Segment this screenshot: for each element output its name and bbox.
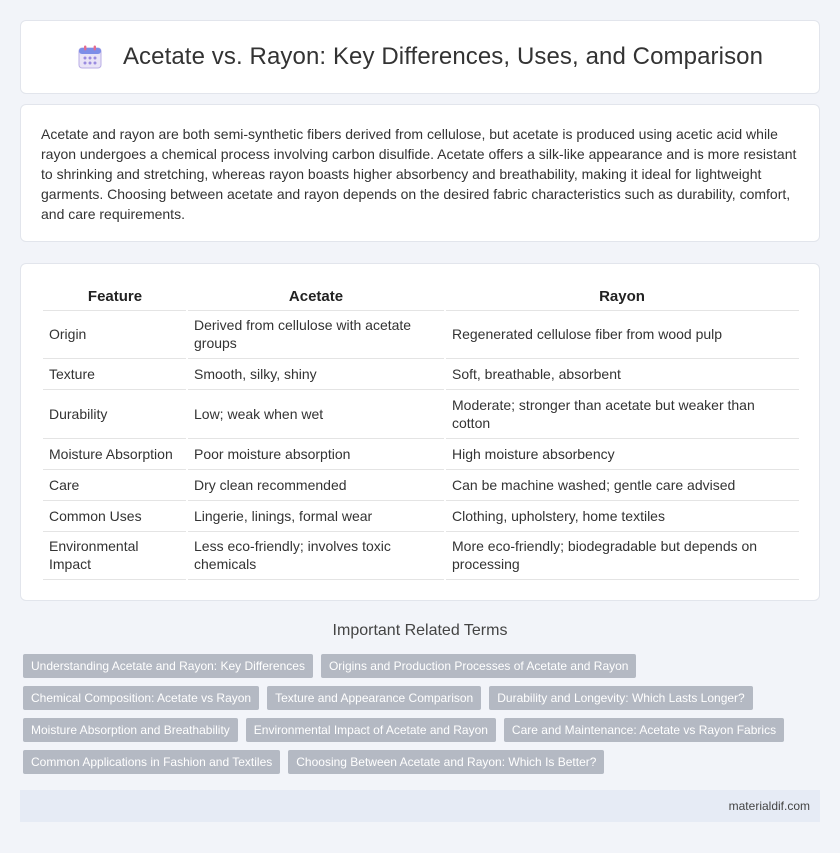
comparison-table: [43, 284, 799, 580]
acetate-cell: Poor moisture absorption: [187, 438, 445, 469]
table-row: [43, 469, 799, 500]
related-term-link[interactable]: Texture and Appearance Comparison: [267, 686, 481, 710]
rayon-cell: Moderate; stronger than acetate but weaker than cotton: [445, 389, 799, 438]
feature-cell: Texture: [43, 358, 187, 389]
table-row: [43, 531, 799, 579]
header-rayon: Rayon: [445, 284, 799, 310]
related-term-link[interactable]: Care and Maintenance: Acetate vs Rayon Fabrics: [504, 718, 784, 742]
related-terms-list: [23, 654, 803, 774]
rayon-cell: Regenerated cellulose fiber from wood pulp: [445, 310, 799, 358]
feature-cell: Moisture Absorption: [43, 438, 187, 469]
rayon-cell: Soft, breathable, absorbent: [445, 358, 799, 389]
table-row: [43, 358, 799, 389]
acetate-cell: Dry clean recommended: [187, 469, 445, 500]
acetate-cell: Lingerie, linings, formal wear: [187, 500, 445, 531]
rayon-cell: Clothing, upholstery, home textiles: [445, 500, 799, 531]
related-term-link[interactable]: Moisture Absorption and Breathability: [23, 718, 238, 742]
feature-cell: Origin: [43, 310, 187, 358]
page-title: Acetate vs. Rayon: Key Differences, Uses, and Comparison: [122, 43, 764, 70]
table-row: [43, 438, 799, 469]
feature-cell: Environmental Impact: [43, 531, 187, 579]
table-row: [43, 500, 799, 531]
feature-cell: Care: [43, 469, 187, 500]
related-terms-title: Important Related Terms: [332, 622, 508, 639]
header: [77, 43, 763, 71]
table-header-row: [43, 284, 799, 310]
comparison-card: [20, 263, 820, 601]
calendar-icon: [77, 44, 103, 70]
related-term-link[interactable]: Origins and Production Processes of Acetate and Rayon: [321, 654, 637, 678]
related-term-link[interactable]: Durability and Longevity: Which Lasts Longer?: [489, 686, 752, 710]
header-acetate: Acetate: [187, 284, 445, 310]
acetate-cell: Smooth, silky, shiny: [187, 358, 445, 389]
feature-cell: Durability: [43, 389, 187, 438]
rayon-cell: More eco-friendly; biodegradable but depends on processing: [445, 531, 799, 579]
acetate-cell: Less eco-friendly; involves toxic chemicals: [187, 531, 445, 579]
acetate-cell: Derived from cellulose with acetate groups: [187, 310, 445, 358]
related-term-link[interactable]: Understanding Acetate and Rayon: Key Differences: [23, 654, 313, 678]
intro-paragraph: Acetate and rayon are both semi-synthetic fibers derived from cellulose, but acetate is produced using acetic acid while rayon undergoes a chemical process involving carbon disulfide. Acetate offers a silk-like appearance and is more resistant to shrinking and stretching, whereas rayon boasts higher absorbency and breathability, making it ideal for lightweight garments. Choosing between acetate and rayon depends on the desired fabric characteristics such as durability, comfort, and care requirements.: [41, 126, 797, 222]
rayon-cell: Can be machine washed; gentle care advised: [445, 469, 799, 500]
header-card: [20, 20, 820, 94]
related-term-link[interactable]: Environmental Impact of Acetate and Rayon: [246, 718, 496, 742]
footer-site-link[interactable]: materialdif.com: [728, 799, 810, 813]
related-term-link[interactable]: Common Applications in Fashion and Textiles: [23, 750, 280, 774]
footer: [20, 790, 820, 822]
related-term-link[interactable]: Choosing Between Acetate and Rayon: Which Is Better?: [288, 750, 604, 774]
table-row: [43, 310, 799, 358]
related-term-link[interactable]: Chemical Composition: Acetate vs Rayon: [23, 686, 259, 710]
table-row: [43, 389, 799, 438]
acetate-cell: Low; weak when wet: [187, 389, 445, 438]
header-feature: Feature: [43, 284, 187, 310]
intro-card: [20, 104, 820, 242]
feature-cell: Common Uses: [43, 500, 187, 531]
rayon-cell: High moisture absorbency: [445, 438, 799, 469]
